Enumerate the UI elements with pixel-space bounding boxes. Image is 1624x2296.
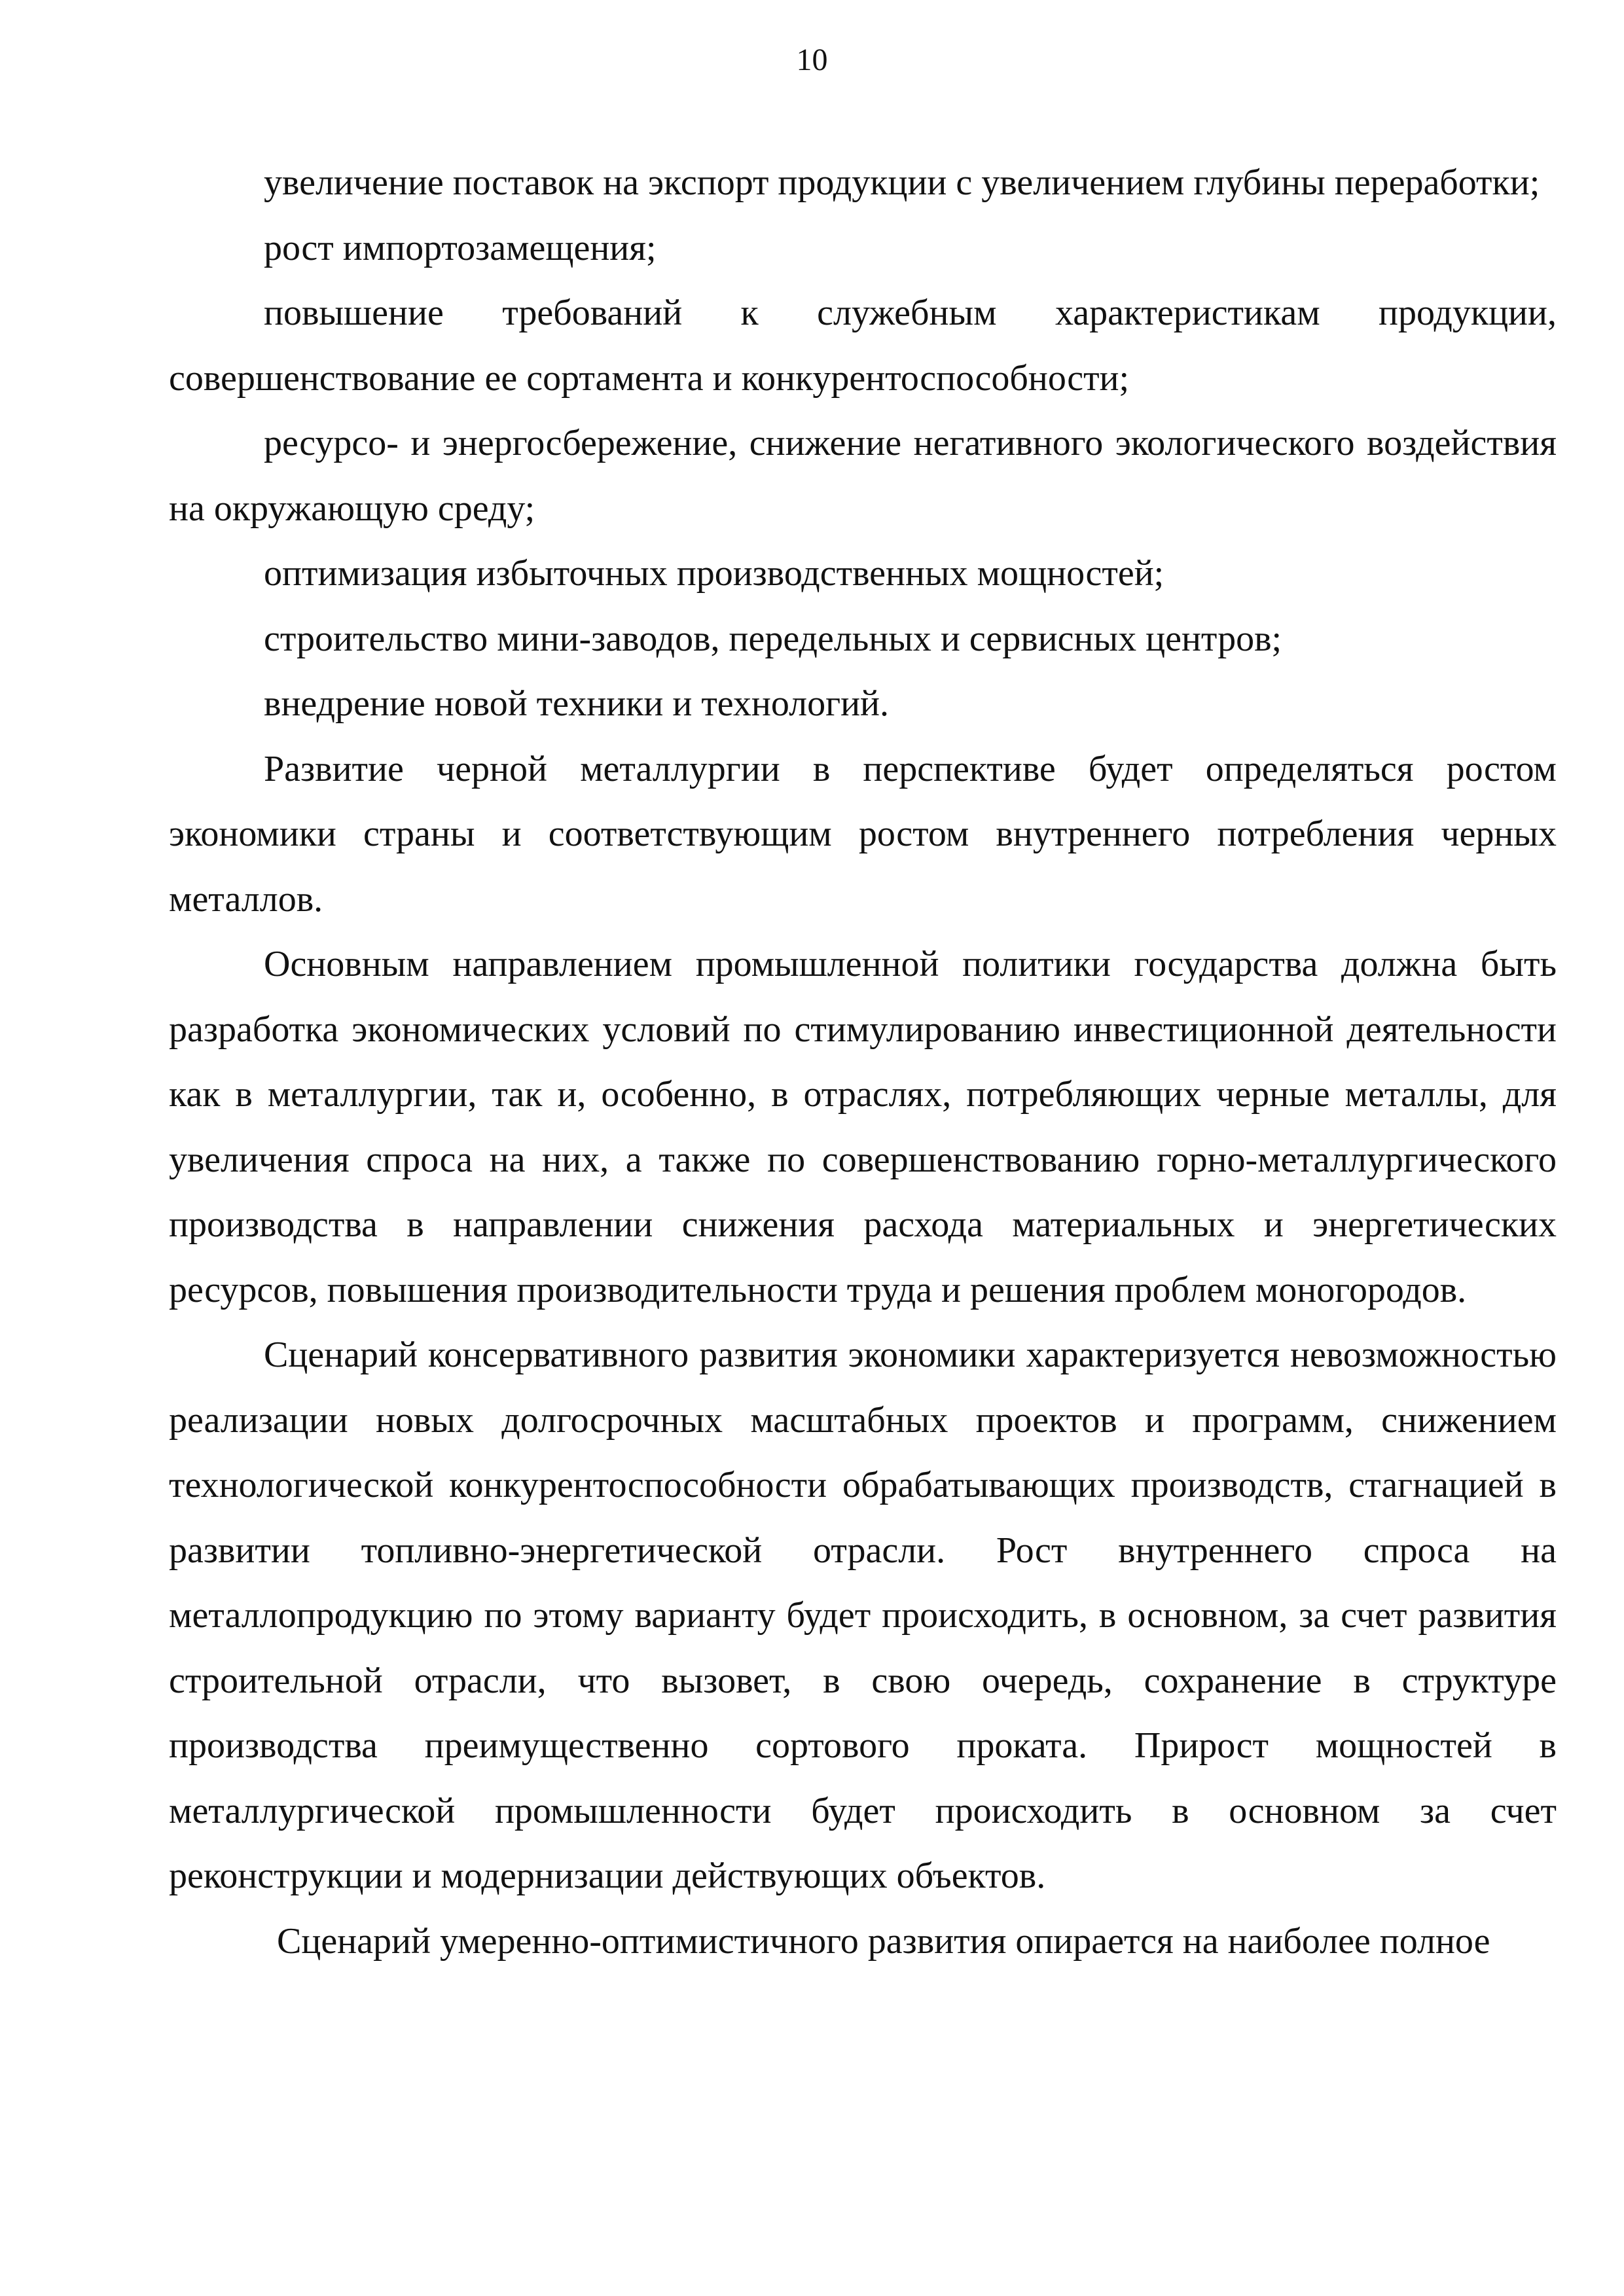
paragraph: увеличение поставок на экспорт продукции с увеличением глубины переработки; xyxy=(264,162,1540,203)
page-body xyxy=(169,151,1557,1974)
paragraph: Сценарий умеренно-оптимистичного развития опирается на наиболее полное xyxy=(277,1920,1490,1962)
paragraph: Развитие черной металлургии в перспективе будет определяться ростом экономики страны и соответствующим ростом внутреннего потребления черных металлов. xyxy=(169,748,1557,920)
paragraph: Сценарий консервативного развития экономики характеризуется невозможностью реализации новых долгосрочных масштабных проектов и программ, снижением технологической конкурентоспособности обрабатывающих производств, стагнацией в развитии топливно-энергетической отрасли. Рост внутреннего спроса на металлопродукцию по этому варианту будет происходить, в основном, за счет развития строительной отрасли, что вызовет, в свою очередь, сохранение в структуре производства преимущественно сортового проката. Прирост мощностей в металлургической промышленности будет происходить в основном за счет реконструкции и модернизации действующих объектов. xyxy=(169,1335,1557,1896)
paragraph: строительство мини-заводов, передельных и сервисных центров; xyxy=(264,618,1282,659)
paragraph: повышение требований к служебным характеристикам продукции, совершенствование ее сортамента и конкурентоспособности; xyxy=(169,293,1557,399)
paragraph: внедрение новой техники и технологий. xyxy=(264,683,890,724)
paragraph: Основным направлением промышленной политики государства должна быть разработка экономических условий по стимулированию инвестиционной деятельности как в металлургии, так и, особенно, в отраслях, потребляющих черные металлы, для увеличения спроса на них, а также по совершенствованию горно-металлургического производства в направлении снижения расхода материальных и энергетических ресурсов, повышения производительности труда и решения проблем моногородов. xyxy=(169,944,1557,1310)
paragraph: оптимизация избыточных производственных мощностей; xyxy=(264,553,1164,594)
page-number: 10 xyxy=(796,43,828,77)
paragraph: рост импортозамещения; xyxy=(264,227,657,268)
paragraph: ресурсо- и энергосбережение, снижение негативного экологического воздействия на окружающую среду; xyxy=(169,423,1557,529)
